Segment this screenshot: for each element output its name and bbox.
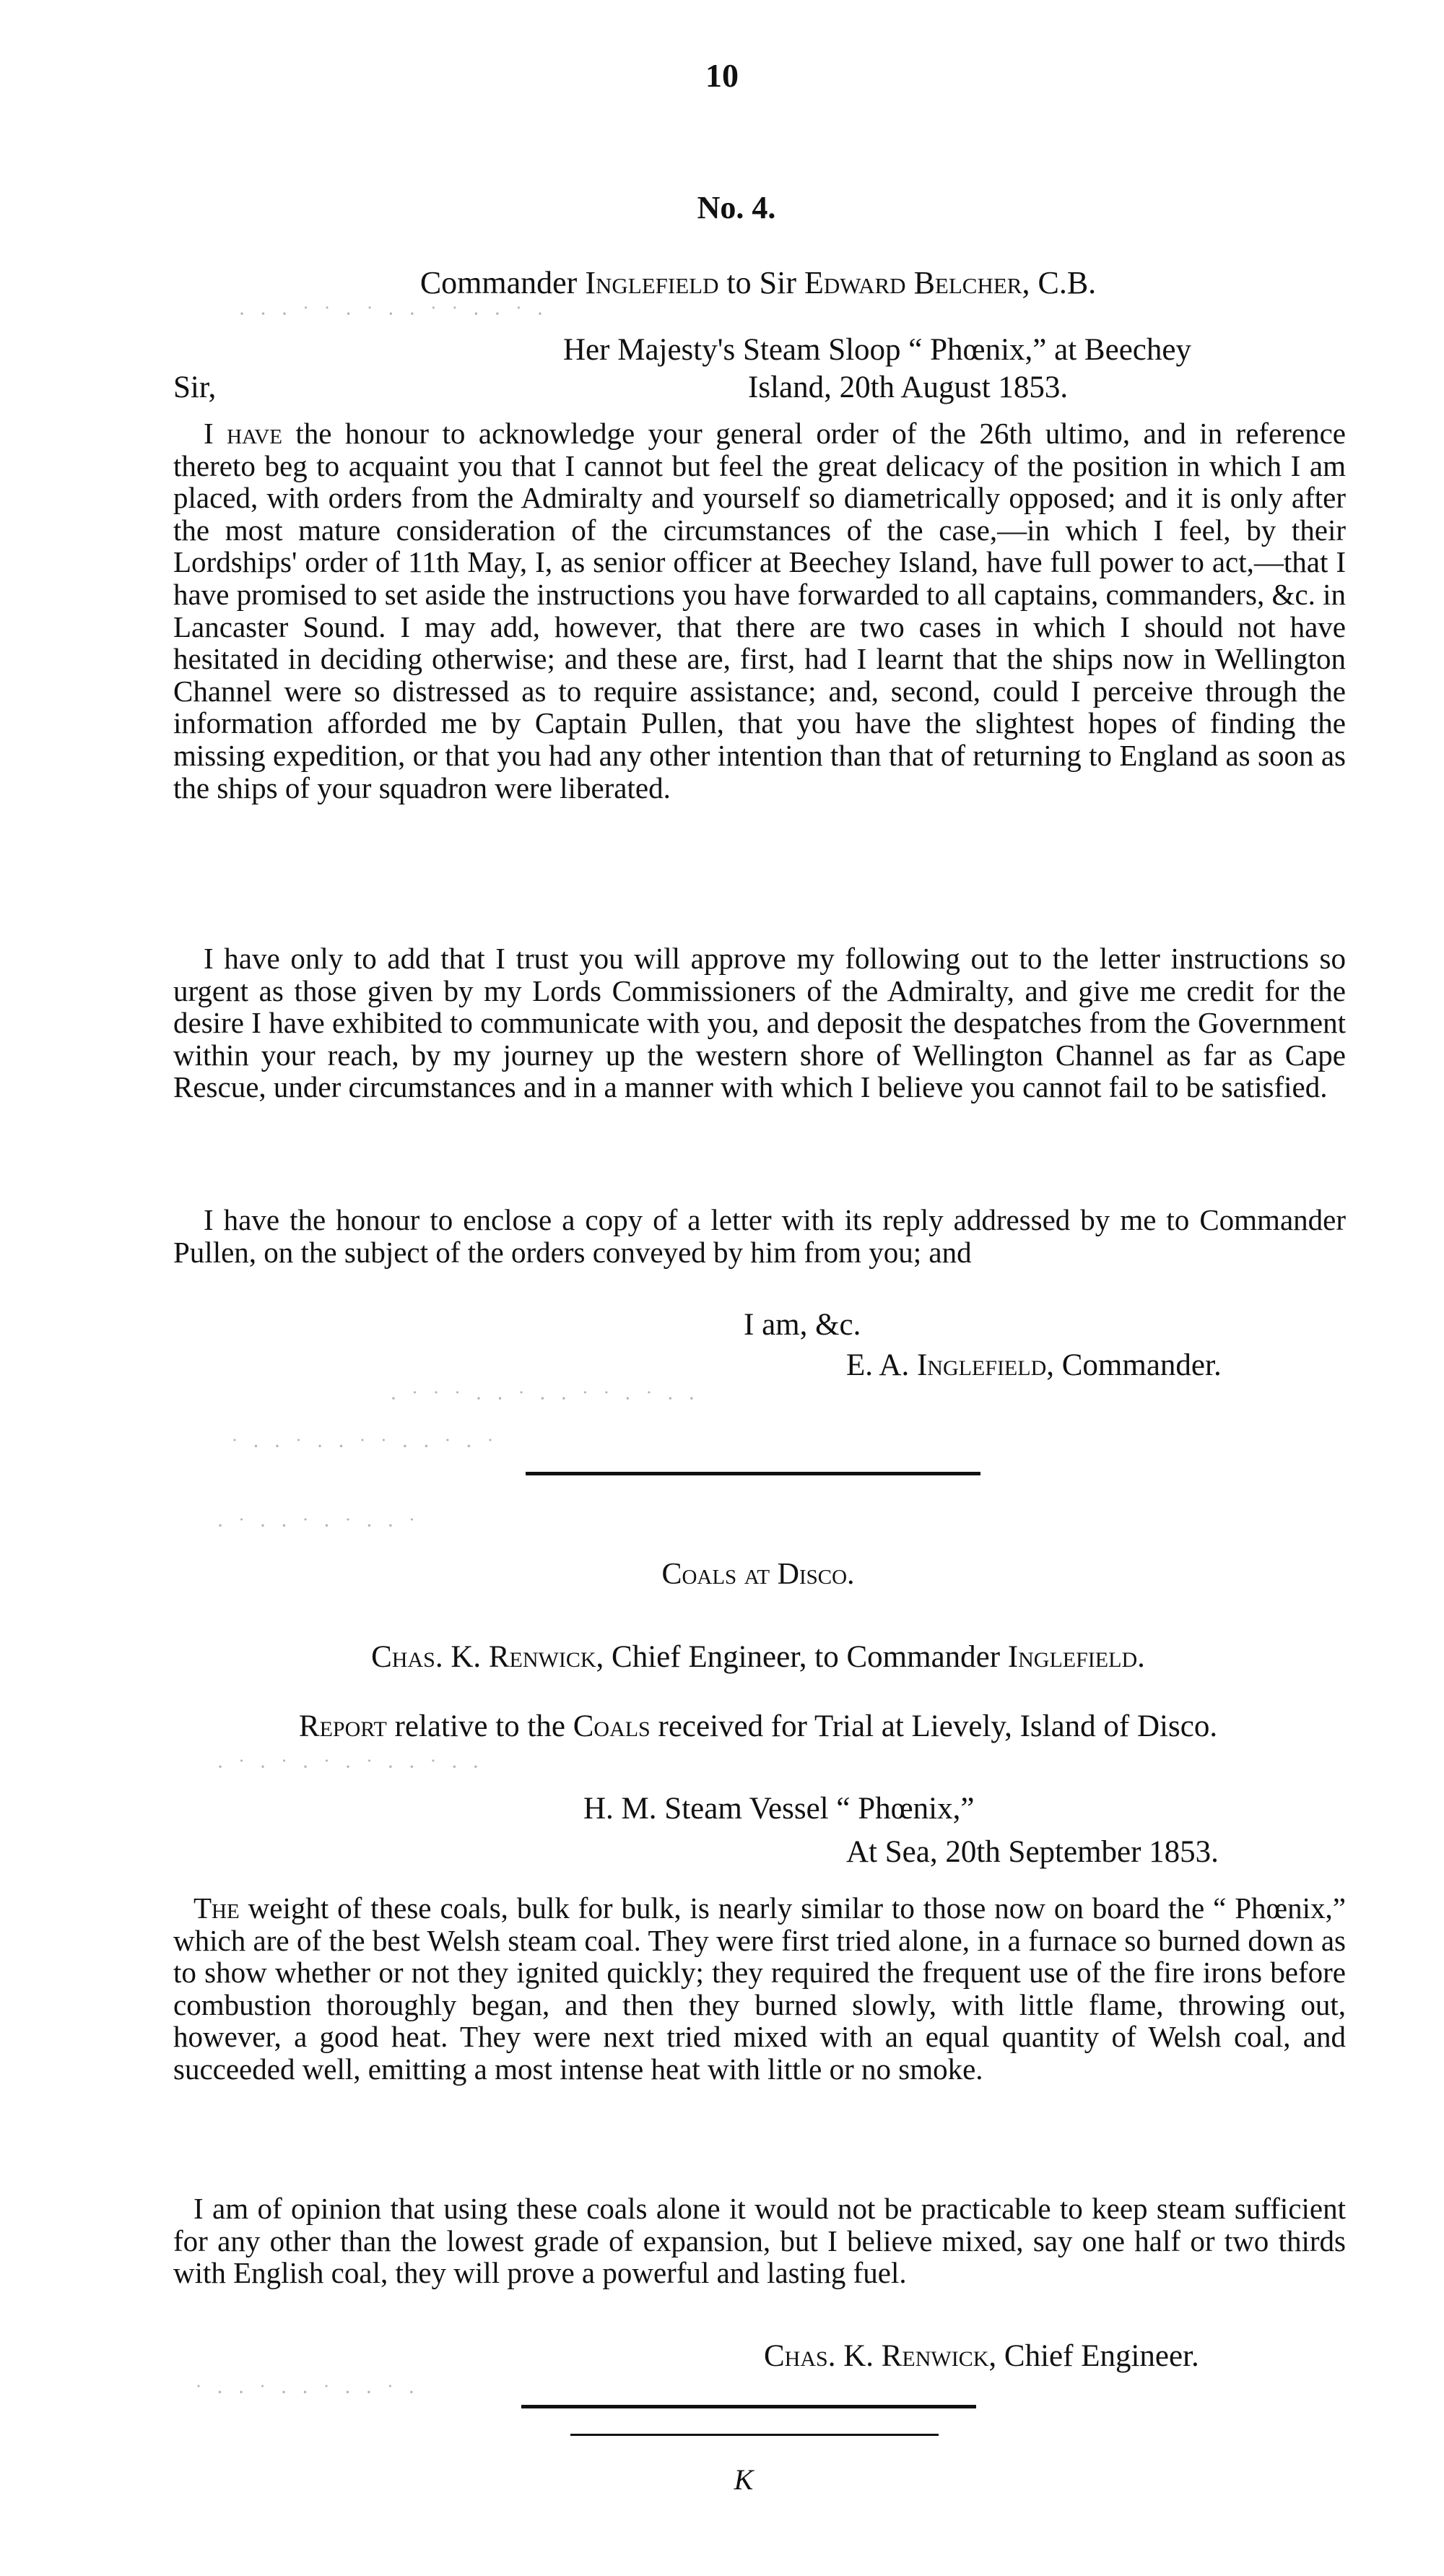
letter-paragraph-1 [173, 417, 1346, 804]
signature-title: , Commander. [1046, 1348, 1222, 1382]
letter-signature [846, 1348, 1222, 1383]
heading-middle: , Chief Engineer, to Commander [596, 1640, 1001, 1674]
report-paragraph-2: I am of opinion that using these coals alone it would not be practicable to keep steam sufficient for any other than the lowest grade of expansion, but I believe mixed, say one half or two thirds with English coal, they will prove a powerful and lasting fuel. [173, 2192, 1346, 2290]
heading-from-name: Inglefield [585, 265, 719, 300]
bleed-through-mark: · ˙ ˙ ˙ · · ˙ · · ˙ ˙ · ˙ · · [390, 1387, 700, 1410]
footer-signature-mark: K [734, 2463, 754, 2496]
letter-paragraph-3: I have the honour to enclose a copy of a letter with its reply addressed by me to Commander Pullen, on the subject of the orders conveyed by him from you; and [173, 1203, 1346, 1269]
section-title-part-1: Coals [661, 1558, 737, 1591]
bleed-through-mark: ˙ · · ˙ · · ˙ ˙ · · ˙ · ˙ [231, 1434, 498, 1458]
date-line: At Sea, 20th September 1853. [846, 1835, 1219, 1869]
heading-to-name: Edward Belcher [804, 265, 1022, 300]
page-number: 10 [705, 57, 739, 94]
address-line-1: Her Majesty's Steam Sloop “ Phœnix,” at Beechey [563, 333, 1191, 367]
vessel-line: H. M. Steam Vessel “ Phœnix,” [583, 1792, 975, 1826]
report-word: Report [298, 1709, 387, 1743]
heading-to-word: to Sir [726, 265, 797, 300]
paragraph-body: weight of these coals, bulk for bulk, is nearly similar to those now on board the “ Phœnix,” which are of the best Welsh steam coal. They were first tried alone, in a furnace so burned down as to show whether or not they ignited quickly; they required the frequent use of the fire irons before combustion thoroughly began, and then they burned slowly, with little flame, throwing out, however, a good heat. They were next tried mixed with an equal quantity of Welsh coal, and succeeded well, emitting a most intense heat with little or no smoke. [173, 1891, 1346, 2086]
heading-to-suffix: , C.B. [1022, 265, 1097, 300]
closing-line: I am, &c. [744, 1308, 861, 1342]
bleed-through-mark: · ˙ · · ˙ · ˙ · · ˙ [217, 1514, 420, 1538]
section-title [505, 1557, 1011, 1592]
heading-from-name: Chas. K. Renwick [371, 1640, 596, 1674]
report-coals: Coals [573, 1709, 651, 1743]
paragraph-body: the honour to acknowledge your general order of the 26th ultimo, and in reference thereto beg to acquaint you that I cannot but feel the great delicacy of the position in which I am placed, with orders from the Admiralty and yourself so diametrically opposed; and it is only after the most mature consideration of the circumstances of the case,—in which I feel, by their Lordships' order of 11th May, I, as senior officer at Beechey Island, have full power to act,—that I have promised to set aside the instructions you have forwarded to all captains, commanders, &c. in Lancaster Sound. I may add, however, that there are two cases in which I should not have hesitated in deciding otherwise; and these are, first, had I learnt that the ships now in Wellington Channel were so distressed as to require assistance; and, second, could I perceive through the information afforded me by Captain Pullen, that you have the slightest hopes of finding the missing expedition, or that you had any other intention than that of returning to England as soon as the ships of your squadron were liberated. [173, 417, 1346, 805]
section-divider [526, 1472, 980, 1475]
report-signature [764, 2338, 1199, 2374]
section-heading [217, 1639, 1300, 1675]
letter-heading [217, 264, 1300, 301]
signature-title: , Chief Engineer. [988, 2339, 1199, 2373]
bleed-through-mark: ˙ · · ˙ · · ˙ · · ˙ · [195, 2380, 419, 2404]
signature-name: Chas. K. Renwick [764, 2339, 989, 2373]
report-paragraph-1 [173, 1892, 1346, 2086]
bottom-rule-thin [570, 2434, 939, 2436]
bleed-through-mark: · · · ˙ ˙ · ˙ · · ˙ ˙ · · ˙ · [238, 302, 548, 326]
bleed-through-mark: · ˙ · ˙ · ˙ · ˙ · · ˙ · · [217, 1755, 484, 1779]
paragraph-lead-word: I have [204, 417, 282, 450]
report-mid: relative to the [394, 1709, 565, 1743]
letter-paragraph-2: I have only to add that I trust you will approve my following out to the letter instructions so urgent as those given by my Lords Commissioners of the Admiralty, and give me credit for the desire I have exhibited to communicate with you, and deposit the despatches from the Government within your reach, by my journey up the western shore of Wellington Channel as far as Cape Rescue, under circumstances and in a manner with which I believe you cannot fail to be satisfied. [173, 942, 1346, 1104]
heading-from-prefix: Commander [419, 265, 578, 300]
signature-name: Inglefield [916, 1348, 1047, 1382]
section-title-part-2: at [744, 1558, 770, 1591]
section-title-part-3: Disco. [777, 1558, 855, 1591]
letter-number: No. 4. [697, 190, 776, 225]
paragraph-lead-word: The [193, 1891, 240, 1925]
address-line-2: Island, 20th August 1853. [748, 370, 1069, 404]
report-rest: received for Trial at Lievely, Island of Disco. [658, 1709, 1218, 1743]
bottom-rule-thick [521, 2405, 976, 2408]
report-line [144, 1709, 1372, 1744]
signature-initials: E. A. [846, 1348, 910, 1382]
salutation: Sir, [173, 370, 217, 404]
heading-to-name: Inglefield. [1007, 1640, 1145, 1674]
